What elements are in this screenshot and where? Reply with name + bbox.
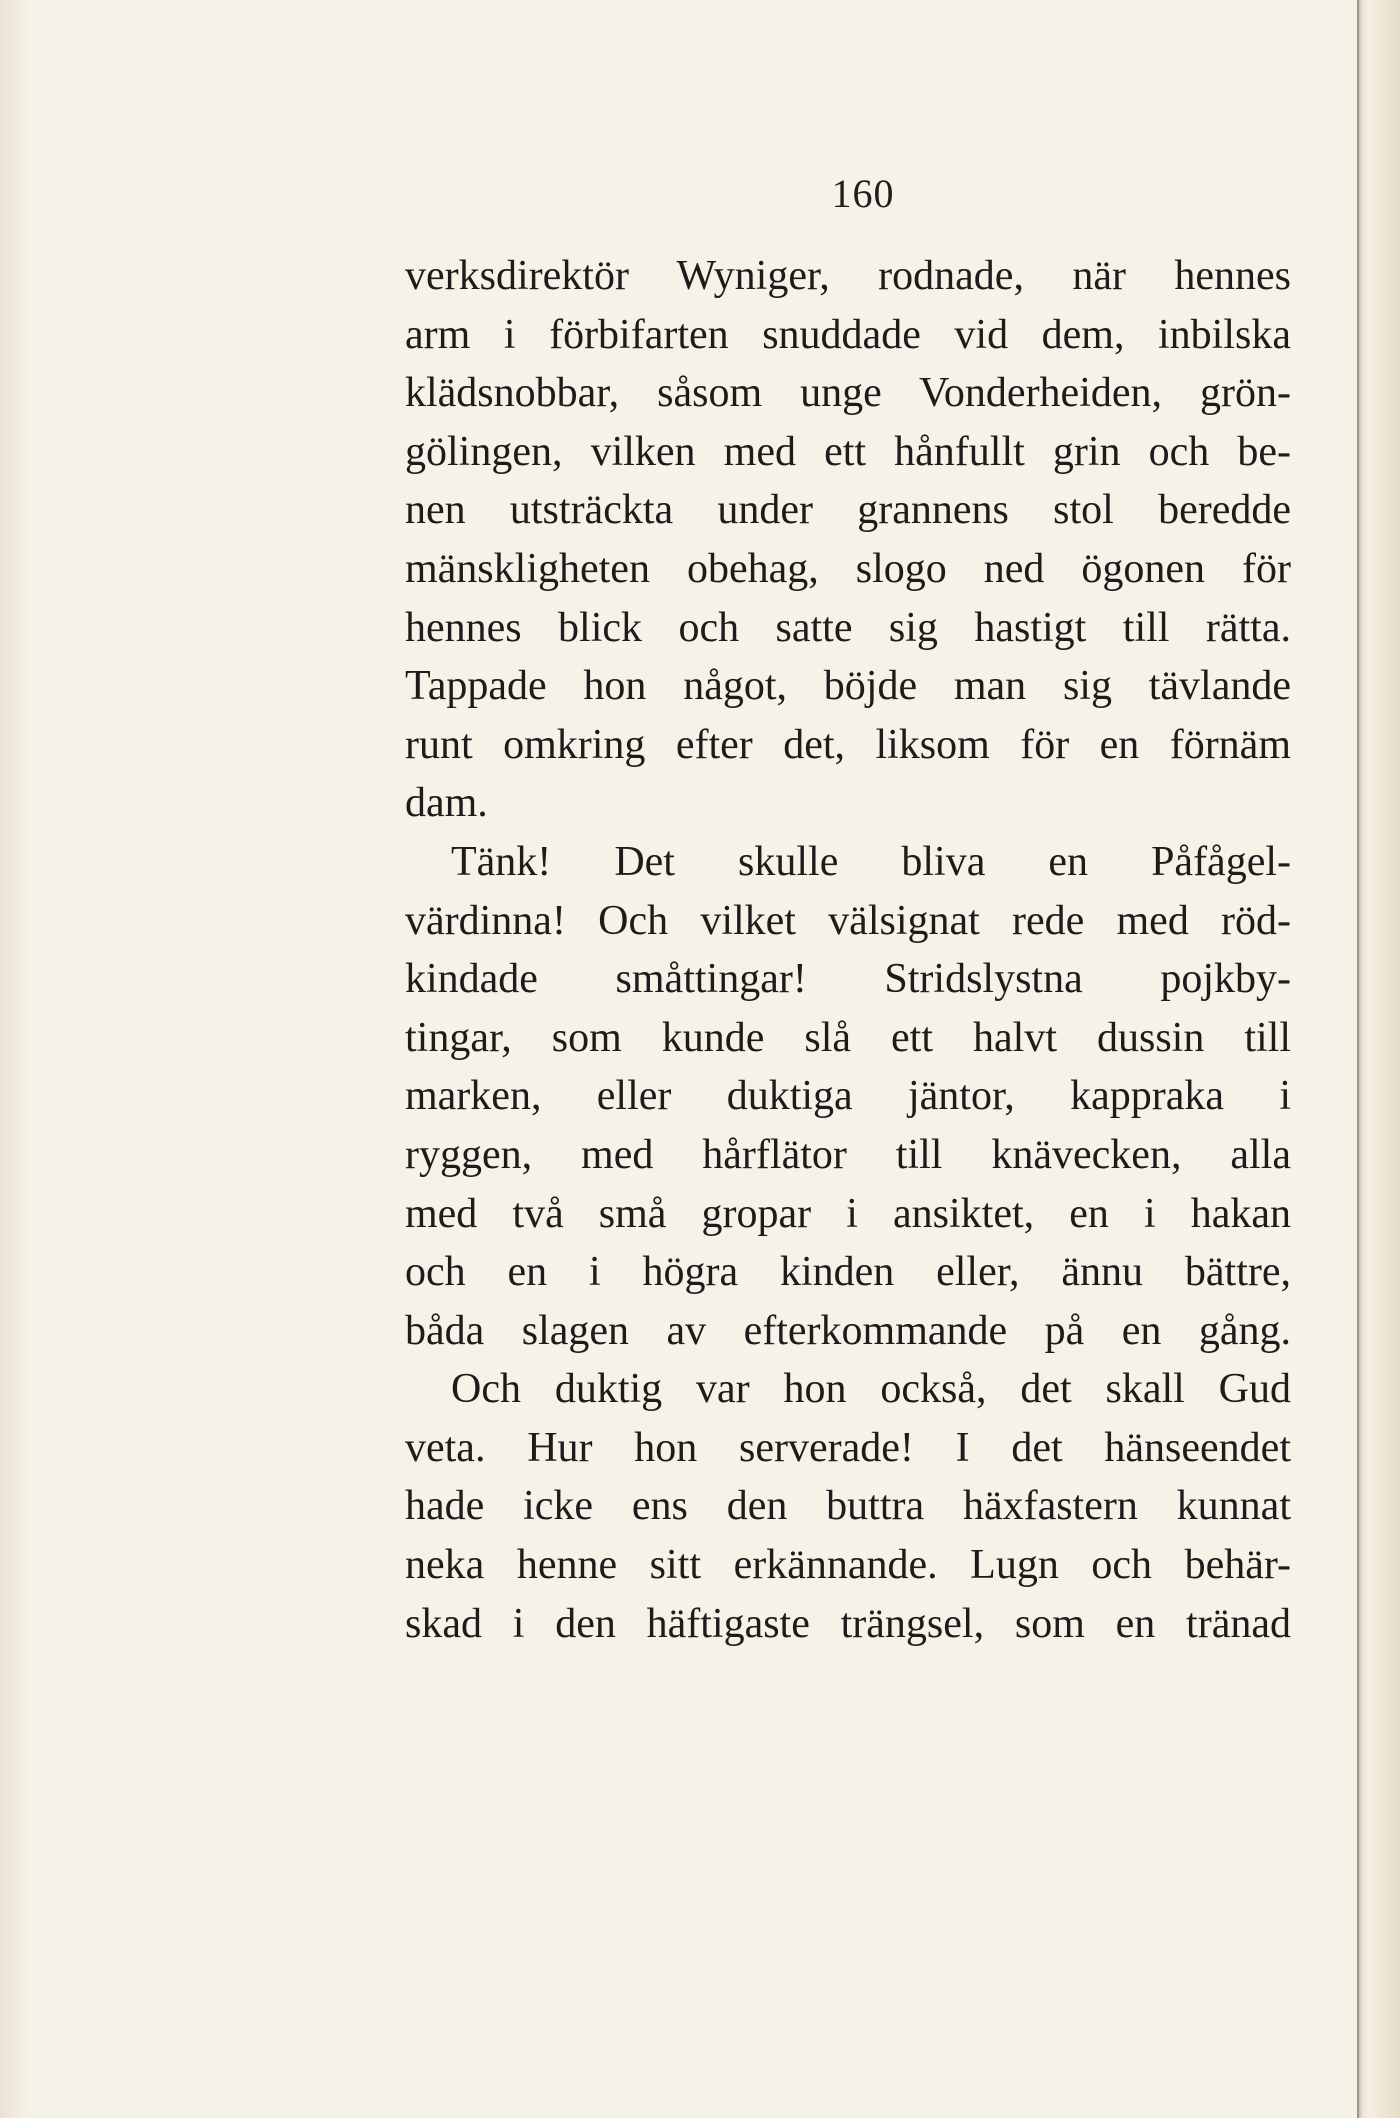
text-line: ryggen, med hårflätor till knävecken, alla <box>405 1131 1291 1178</box>
page-fore-edge <box>1357 0 1400 2118</box>
text-line: veta. Hur hon serverade! I det hänseendet <box>405 1424 1291 1471</box>
text-line: neka henne sitt erkännande. Lugn och behär- <box>405 1542 1291 1589</box>
text-line: verksdirektör Wyniger, rodnade, när hennes <box>405 253 1291 299</box>
text-line: nen utsträckta under grannens stol beredde <box>405 487 1291 534</box>
text-line: gölingen, vilken med ett hånfullt grin och be- <box>405 428 1291 475</box>
text-line: Och duktig var hon också, det skall Gud <box>451 1366 1291 1413</box>
text-line: kindade småttingar! Stridslystna pojkby- <box>405 956 1291 1003</box>
text-line: mänskligheten obehag, slogo ned ögonen för <box>405 545 1291 592</box>
text-line: Tänk! Det skulle bliva en Påfågel- <box>451 838 1291 885</box>
text-line: tingar, som kunde slå ett halvt dussin till <box>405 1014 1291 1061</box>
text-line: runt omkring efter det, liksom för en förnäm <box>405 721 1291 768</box>
text-line: dam. <box>405 780 488 827</box>
body-text <box>405 247 1291 1653</box>
text-line: värdinna! Och vilket välsignat rede med röd- <box>405 897 1291 944</box>
text-line: hennes blick och satte sig hastigt till rätta. <box>405 604 1291 651</box>
text-line: marken, eller duktiga jäntor, kappraka i <box>405 1073 1291 1120</box>
text-line: Tappade hon något, böjde man sig tävlande <box>405 663 1291 710</box>
page-number: 160 <box>831 171 895 216</box>
text-line: klädsnobbar, såsom unge Vonderheiden, grön- <box>405 370 1291 417</box>
text-line: skad i den häftigaste trängsel, som en tränad <box>405 1600 1291 1647</box>
text-line: båda slagen av efterkommande på en gång. <box>405 1307 1291 1354</box>
text-line: hade icke ens den buttra häxfastern kunnat <box>405 1483 1291 1530</box>
text-line: arm i förbifarten snuddade vid dem, inbilska <box>405 311 1291 358</box>
text-line: med två små gropar i ansiktet, en i hakan <box>405 1190 1291 1237</box>
text-line: och en i högra kinden eller, ännu bättre, <box>405 1249 1291 1296</box>
page-gutter <box>0 0 30 2118</box>
